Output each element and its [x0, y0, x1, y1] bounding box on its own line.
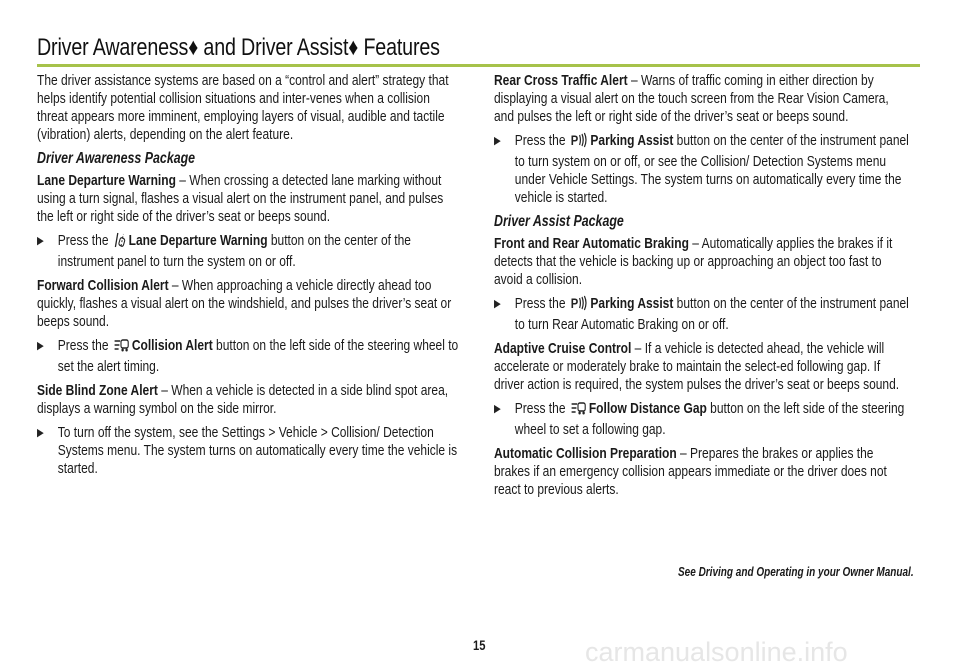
acc-bullet-bold: Follow Distance Gap [588, 400, 707, 417]
ldw-bullet [37, 232, 459, 271]
sbza-bullet [37, 424, 459, 478]
ldw-bullet-pre: Press the [57, 232, 112, 249]
triangle-right-icon: ▶ [494, 403, 501, 415]
frab-lead: Front and Rear Automatic Braking [494, 235, 689, 252]
fca-bullet-bold: Collision Alert [131, 337, 213, 354]
acc-bullet-pre: Press the [514, 400, 569, 417]
triangle-right-icon: ▶ [494, 298, 501, 310]
rcta-paragraph [494, 72, 910, 126]
rcta-bullet [494, 132, 910, 207]
triangle-right-icon: ▶ [494, 135, 501, 147]
sbza-text: – When a vehicle is detected in a side blind spot area, displays a warning symbol on the side mirror. [37, 382, 449, 417]
frab-paragraph [494, 235, 910, 289]
ldw-bullet-bold: Lane Departure Warning [128, 232, 268, 249]
lane-departure-icon [113, 232, 126, 253]
fca-paragraph [37, 277, 459, 331]
fca-bullet [37, 337, 459, 376]
frab-bullet-pre: Press the [514, 295, 569, 312]
left-column [37, 72, 565, 484]
page-title: Driver Awareness♦ and Driver Assist♦ Features [37, 34, 440, 61]
ldw-paragraph [37, 172, 459, 226]
acc-bullet-post: button on the left side of the steering wheel to set a following gap. [514, 400, 905, 438]
follow-distance-icon [570, 400, 586, 421]
acc-paragraph [494, 340, 910, 394]
fca-bullet-post: button on the left side of the steering wheel to set the alert timing. [57, 337, 459, 375]
rcta-bullet-bold: Parking Assist [590, 132, 674, 149]
page-number: 15 [473, 637, 486, 653]
triangle-right-icon: ▶ [37, 427, 44, 439]
rcta-lead: Rear Cross Traffic Alert [494, 72, 628, 89]
rcta-text: – Warns of traffic coming in either direction by displaying a visual alert on the touch screen from the Rear Vision Camera, and pulses the left or right side of the driver’s seat or beeps sound. [494, 72, 889, 125]
acc-bullet [494, 400, 910, 439]
triangle-right-icon: ▶ [37, 340, 44, 352]
parking-assist-icon [570, 295, 588, 316]
frab-bullet-bold: Parking Assist [590, 295, 674, 312]
triangle-right-icon: ▶ [37, 235, 44, 247]
collision-alert-icon [113, 337, 129, 358]
svg-text:P: P [570, 295, 578, 311]
acp-text: – Prepares the brakes or applies the brakes if an emergency collision appears immediate or the driver does not react to previous alerts. [494, 445, 887, 498]
parking-assist-icon [570, 132, 588, 153]
fca-lead: Forward Collision Alert [37, 277, 169, 294]
watermark: carmanualsonline.info [585, 637, 848, 667]
ldw-text: – When crossing a detected lane marking without using a turn signal, flashes a visual alert on the instrument panel, and pulses the left or right side of the driver’s seat or beeps sound. [37, 172, 444, 225]
acp-paragraph [494, 445, 910, 499]
frab-text: – Automatically applies the brakes if it detects that the vehicle is backing up or approaching an object too fast to avoid a collision. [494, 235, 893, 288]
acc-lead: Adaptive Cruise Control [494, 340, 632, 357]
owner-manual-note: See Driving and Operating in your Owner Manual. [678, 565, 914, 579]
frab-bullet-post: button on the center of the instrument panel to turn Rear Automatic Braking on or off. [514, 295, 909, 333]
sbza-bullet-text: To turn off the system, see the Settings > Vehicle > Collision/ Detection Systems menu. The system turns on automatically every time the vehicle is started. [57, 424, 458, 477]
driver-assist-heading: Driver Assist Package [494, 213, 624, 230]
rcta-bullet-post: button on the center of the instrument panel to turn system on or off, or see the Collision/ Detection Systems menu under Vehicle Settings. The system turns on automatically every time the vehicle is started. [514, 132, 909, 206]
ldw-bullet-post: button on the center of the instrument panel to turn the system on or off. [57, 232, 411, 270]
driver-awareness-heading: Driver Awareness Package [37, 150, 196, 167]
right-column [494, 72, 960, 505]
acp-lead: Automatic Collision Preparation [494, 445, 677, 462]
title-rule [37, 64, 920, 67]
rcta-bullet-pre: Press the [514, 132, 569, 149]
acc-text: – If a vehicle is detected ahead, the vehicle will accelerate or moderately brake to maintain the select-ed following gap. If driver action is required, the system pulses the driver’s seat or beeps sound. [494, 340, 900, 393]
ldw-lead: Lane Departure Warning [37, 172, 176, 189]
fca-bullet-pre: Press the [57, 337, 112, 354]
sbza-paragraph [37, 382, 459, 418]
frab-bullet [494, 295, 910, 334]
sbza-lead: Side Blind Zone Alert [37, 382, 158, 399]
fca-text: – When approaching a vehicle directly ahead too quickly, flashes a visual alert on the windshield, and pulses the driver’s seat or beeps sound. [37, 277, 452, 330]
intro-paragraph: The driver assistance systems are based on a “control and alert” strategy that helps identify potential collision situations and inter-venes when a collision threat appears more imminent, employing layers of visual, audible and tactile (vibration) alerts, depending on the alert feature. [37, 72, 449, 143]
svg-text:P: P [570, 132, 578, 148]
